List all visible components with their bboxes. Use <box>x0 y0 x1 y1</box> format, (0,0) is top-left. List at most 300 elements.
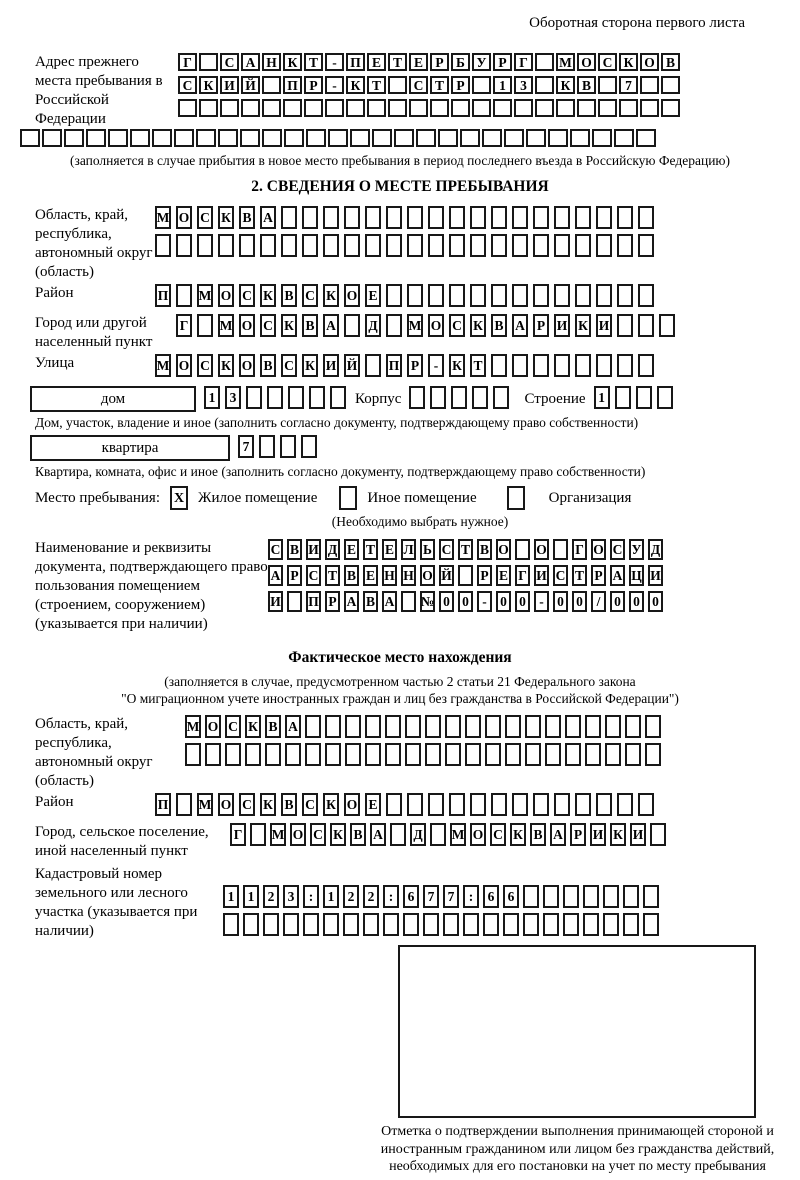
char-box-empty[interactable] <box>451 386 467 409</box>
char-box-empty[interactable] <box>152 129 172 147</box>
char-box-filled[interactable]: - <box>477 591 492 612</box>
char-box-empty[interactable] <box>460 129 480 147</box>
char-box-filled[interactable]: Л <box>401 539 416 560</box>
char-box-filled[interactable]: К <box>323 284 339 307</box>
char-box-filled[interactable]: : <box>303 885 319 908</box>
char-box-filled[interactable]: М <box>185 715 201 738</box>
char-box-filled[interactable]: П <box>155 284 171 307</box>
char-box-empty[interactable] <box>543 885 559 908</box>
char-box-empty[interactable] <box>657 386 673 409</box>
char-box-empty[interactable] <box>543 913 559 936</box>
char-box-empty[interactable] <box>515 539 530 560</box>
char-box-empty[interactable] <box>617 206 633 229</box>
char-box-filled[interactable]: : <box>383 885 399 908</box>
char-box-empty[interactable] <box>491 206 507 229</box>
char-box-filled[interactable]: М <box>197 793 213 816</box>
char-box-empty[interactable] <box>245 743 261 766</box>
char-box-filled[interactable]: О <box>205 715 221 738</box>
char-box-empty[interactable] <box>458 565 473 586</box>
char-box-filled[interactable]: П <box>346 53 365 71</box>
char-box-filled[interactable]: М <box>407 314 423 337</box>
stay-type-checkbox-organization[interactable] <box>507 486 525 510</box>
char-box-filled[interactable]: О <box>290 823 306 846</box>
char-box-filled[interactable]: Е <box>409 53 428 71</box>
char-box-filled[interactable]: Т <box>363 539 378 560</box>
char-box-empty[interactable] <box>638 354 654 377</box>
char-box-empty[interactable] <box>405 715 421 738</box>
char-box-filled[interactable]: К <box>556 76 575 94</box>
char-box-empty[interactable] <box>365 206 381 229</box>
char-box-filled[interactable]: Е <box>496 565 511 586</box>
char-box-empty[interactable] <box>525 743 541 766</box>
char-box-empty[interactable] <box>449 793 465 816</box>
char-box-filled[interactable]: И <box>590 823 606 846</box>
char-box-empty[interactable] <box>281 206 297 229</box>
char-box-filled[interactable]: 2 <box>343 885 359 908</box>
char-box-empty[interactable] <box>619 99 638 117</box>
char-box-filled[interactable]: А <box>241 53 260 71</box>
char-box-empty[interactable] <box>617 284 633 307</box>
char-box-filled[interactable]: К <box>302 354 318 377</box>
char-box-filled[interactable]: Т <box>388 53 407 71</box>
char-box-empty[interactable] <box>185 743 201 766</box>
char-box-filled[interactable]: 0 <box>610 591 625 612</box>
char-box-empty[interactable] <box>64 129 84 147</box>
char-box-empty[interactable] <box>585 715 601 738</box>
char-box-empty[interactable] <box>514 99 533 117</box>
char-box-empty[interactable] <box>86 129 106 147</box>
char-box-empty[interactable] <box>523 885 539 908</box>
char-box-empty[interactable] <box>305 715 321 738</box>
char-box-empty[interactable] <box>283 913 299 936</box>
char-box-filled[interactable]: Р <box>493 53 512 71</box>
char-box-filled[interactable]: У <box>472 53 491 71</box>
char-box-empty[interactable] <box>196 129 216 147</box>
char-box-empty[interactable] <box>260 234 276 257</box>
char-box-empty[interactable] <box>505 715 521 738</box>
char-box-empty[interactable] <box>425 715 441 738</box>
char-box-filled[interactable]: К <box>619 53 638 71</box>
char-box-empty[interactable] <box>596 354 612 377</box>
char-box-filled[interactable]: О <box>470 823 486 846</box>
char-box-filled[interactable]: С <box>306 565 321 586</box>
char-box-empty[interactable] <box>575 354 591 377</box>
char-box-empty[interactable] <box>365 354 381 377</box>
char-box-filled[interactable]: П <box>306 591 321 612</box>
char-box-empty[interactable] <box>176 234 192 257</box>
char-box-empty[interactable] <box>438 129 458 147</box>
char-box-filled[interactable]: К <box>218 206 234 229</box>
char-box-empty[interactable] <box>197 314 213 337</box>
char-box-empty[interactable] <box>265 743 281 766</box>
char-box-empty[interactable] <box>430 386 446 409</box>
char-box-filled[interactable]: С <box>490 823 506 846</box>
char-box-filled[interactable]: В <box>239 206 255 229</box>
char-box-filled[interactable]: И <box>306 539 321 560</box>
char-box-filled[interactable]: Е <box>363 565 378 586</box>
char-box-filled[interactable]: 6 <box>503 885 519 908</box>
char-box-filled[interactable]: В <box>477 539 492 560</box>
char-box-filled[interactable]: Т <box>367 76 386 94</box>
char-box-empty[interactable] <box>556 99 575 117</box>
char-box-filled[interactable]: Р <box>304 76 323 94</box>
char-box-empty[interactable] <box>425 743 441 766</box>
char-box-empty[interactable] <box>491 793 507 816</box>
char-box-empty[interactable] <box>281 234 297 257</box>
char-box-filled[interactable]: В <box>661 53 680 71</box>
char-box-filled[interactable]: Д <box>325 539 340 560</box>
char-box-filled[interactable]: 2 <box>363 885 379 908</box>
char-box-empty[interactable] <box>386 206 402 229</box>
char-box-filled[interactable]: О <box>428 314 444 337</box>
char-box-empty[interactable] <box>493 99 512 117</box>
char-box-empty[interactable] <box>577 99 596 117</box>
char-box-filled[interactable]: И <box>220 76 239 94</box>
char-box-empty[interactable] <box>451 99 470 117</box>
char-box-filled[interactable]: Й <box>241 76 260 94</box>
char-box-filled[interactable]: 0 <box>553 591 568 612</box>
char-box-empty[interactable] <box>401 591 416 612</box>
char-box-filled[interactable]: О <box>344 284 360 307</box>
char-box-filled[interactable]: Т <box>572 565 587 586</box>
char-box-empty[interactable] <box>409 386 425 409</box>
char-box-filled[interactable]: А <box>260 206 276 229</box>
char-box-filled[interactable]: В <box>363 591 378 612</box>
char-box-empty[interactable] <box>403 913 419 936</box>
char-box-empty[interactable] <box>287 591 302 612</box>
char-box-filled[interactable]: Е <box>344 539 359 560</box>
char-box-empty[interactable] <box>304 99 323 117</box>
char-box-filled[interactable]: 1 <box>493 76 512 94</box>
char-box-empty[interactable] <box>575 793 591 816</box>
char-box-empty[interactable] <box>491 354 507 377</box>
char-box-filled[interactable]: Б <box>451 53 470 71</box>
char-box-empty[interactable] <box>416 129 436 147</box>
char-box-filled[interactable]: В <box>281 793 297 816</box>
char-box-empty[interactable] <box>661 76 680 94</box>
char-box-filled[interactable]: Т <box>430 76 449 94</box>
char-box-empty[interactable] <box>596 206 612 229</box>
char-box-empty[interactable] <box>176 793 192 816</box>
apartment-named-box[interactable]: квартира <box>30 435 230 461</box>
char-box-empty[interactable] <box>491 234 507 257</box>
char-box-filled[interactable]: В <box>344 565 359 586</box>
char-box-empty[interactable] <box>659 314 675 337</box>
char-box-empty[interactable] <box>640 99 659 117</box>
char-box-filled[interactable]: № <box>420 591 435 612</box>
char-box-empty[interactable] <box>623 913 639 936</box>
char-box-filled[interactable]: Н <box>382 565 397 586</box>
char-box-empty[interactable] <box>470 206 486 229</box>
char-box-empty[interactable] <box>523 913 539 936</box>
char-box-empty[interactable] <box>174 129 194 147</box>
char-box-filled[interactable]: Г <box>514 53 533 71</box>
char-box-filled[interactable]: В <box>281 284 297 307</box>
char-box-empty[interactable] <box>661 99 680 117</box>
char-box-filled[interactable]: 1 <box>594 386 610 409</box>
char-box-filled[interactable]: В <box>577 76 596 94</box>
char-box-filled[interactable]: А <box>382 591 397 612</box>
char-box-filled[interactable]: С <box>281 354 297 377</box>
char-box-empty[interactable] <box>407 284 423 307</box>
char-box-filled[interactable]: - <box>325 76 344 94</box>
char-box-empty[interactable] <box>302 206 318 229</box>
char-box-empty[interactable] <box>365 743 381 766</box>
char-box-filled[interactable]: К <box>470 314 486 337</box>
char-box-filled[interactable]: Р <box>407 354 423 377</box>
char-box-empty[interactable] <box>250 823 266 846</box>
char-box-filled[interactable]: А <box>550 823 566 846</box>
char-box-filled[interactable]: О <box>577 53 596 71</box>
char-box-empty[interactable] <box>570 129 590 147</box>
char-box-empty[interactable] <box>263 913 279 936</box>
char-box-filled[interactable]: 1 <box>243 885 259 908</box>
char-box-empty[interactable] <box>533 206 549 229</box>
char-box-filled[interactable]: 0 <box>439 591 454 612</box>
stay-type-checkbox-other[interactable] <box>339 486 357 510</box>
char-box-empty[interactable] <box>638 284 654 307</box>
char-box-empty[interactable] <box>449 284 465 307</box>
char-box-empty[interactable] <box>386 793 402 816</box>
char-box-filled[interactable]: Р <box>451 76 470 94</box>
char-box-empty[interactable] <box>178 99 197 117</box>
char-box-empty[interactable] <box>388 99 407 117</box>
char-box-empty[interactable] <box>218 234 234 257</box>
char-box-empty[interactable] <box>512 793 528 816</box>
char-box-empty[interactable] <box>328 129 348 147</box>
char-box-empty[interactable] <box>504 129 524 147</box>
char-box-filled[interactable]: Р <box>430 53 449 71</box>
char-box-empty[interactable] <box>383 913 399 936</box>
char-box-empty[interactable] <box>512 206 528 229</box>
char-box-empty[interactable] <box>512 354 528 377</box>
char-box-filled[interactable]: 0 <box>496 591 511 612</box>
char-box-filled[interactable]: И <box>534 565 549 586</box>
char-box-empty[interactable] <box>638 234 654 257</box>
char-box-empty[interactable] <box>386 314 402 337</box>
char-box-filled[interactable]: 3 <box>283 885 299 908</box>
char-box-empty[interactable] <box>449 234 465 257</box>
char-box-empty[interactable] <box>197 234 213 257</box>
char-box-filled[interactable]: 7 <box>443 885 459 908</box>
char-box-filled[interactable]: П <box>386 354 402 377</box>
char-box-empty[interactable] <box>223 913 239 936</box>
char-box-filled[interactable]: Е <box>365 793 381 816</box>
char-box-empty[interactable] <box>472 99 491 117</box>
char-box-filled[interactable]: 1 <box>223 885 239 908</box>
char-box-empty[interactable] <box>390 823 406 846</box>
char-box-filled[interactable]: С <box>610 539 625 560</box>
char-box-empty[interactable] <box>301 435 317 458</box>
char-box-filled[interactable]: С <box>439 539 454 560</box>
char-box-filled[interactable]: Д <box>648 539 663 560</box>
char-box-empty[interactable] <box>583 885 599 908</box>
char-box-empty[interactable] <box>262 76 281 94</box>
char-box-empty[interactable] <box>596 234 612 257</box>
char-box-filled[interactable]: : <box>463 885 479 908</box>
char-box-filled[interactable]: С <box>239 284 255 307</box>
char-box-filled[interactable]: Р <box>591 565 606 586</box>
char-box-empty[interactable] <box>309 386 325 409</box>
char-box-filled[interactable]: С <box>197 354 213 377</box>
char-box-empty[interactable] <box>470 234 486 257</box>
char-box-empty[interactable] <box>445 715 461 738</box>
char-box-empty[interactable] <box>614 129 634 147</box>
char-box-empty[interactable] <box>218 129 238 147</box>
char-box-empty[interactable] <box>554 793 570 816</box>
char-box-empty[interactable] <box>428 206 444 229</box>
char-box-filled[interactable]: Т <box>458 539 473 560</box>
char-box-filled[interactable]: О <box>218 793 234 816</box>
char-box-filled[interactable]: О <box>239 354 255 377</box>
char-box-empty[interactable] <box>548 129 568 147</box>
char-box-filled[interactable]: 0 <box>572 591 587 612</box>
char-box-empty[interactable] <box>483 913 499 936</box>
char-box-filled[interactable]: И <box>554 314 570 337</box>
char-box-empty[interactable] <box>199 99 218 117</box>
char-box-empty[interactable] <box>617 354 633 377</box>
char-box-empty[interactable] <box>323 206 339 229</box>
char-box-filled[interactable]: А <box>610 565 625 586</box>
char-box-empty[interactable] <box>365 234 381 257</box>
char-box-filled[interactable]: С <box>220 53 239 71</box>
char-box-empty[interactable] <box>491 284 507 307</box>
char-box-empty[interactable] <box>365 715 381 738</box>
char-box-empty[interactable] <box>344 206 360 229</box>
char-box-filled[interactable]: Н <box>262 53 281 71</box>
char-box-filled[interactable]: М <box>556 53 575 71</box>
char-box-filled[interactable]: П <box>155 793 171 816</box>
char-box-empty[interactable] <box>407 206 423 229</box>
char-box-empty[interactable] <box>246 386 262 409</box>
char-box-empty[interactable] <box>394 129 414 147</box>
char-box-filled[interactable]: В <box>350 823 366 846</box>
char-box-empty[interactable] <box>485 715 501 738</box>
char-box-filled[interactable]: 3 <box>514 76 533 94</box>
char-box-empty[interactable] <box>220 99 239 117</box>
char-box-empty[interactable] <box>262 99 281 117</box>
char-box-filled[interactable]: - <box>534 591 549 612</box>
char-box-filled[interactable]: С <box>197 206 213 229</box>
char-box-empty[interactable] <box>288 386 304 409</box>
char-box-filled[interactable]: А <box>323 314 339 337</box>
char-box-empty[interactable] <box>575 206 591 229</box>
char-box-empty[interactable] <box>428 793 444 816</box>
char-box-empty[interactable] <box>325 715 341 738</box>
char-box-empty[interactable] <box>545 715 561 738</box>
char-box-filled[interactable]: К <box>323 793 339 816</box>
char-box-empty[interactable] <box>259 435 275 458</box>
char-box-filled[interactable]: 1 <box>323 885 339 908</box>
char-box-empty[interactable] <box>225 743 241 766</box>
char-box-empty[interactable] <box>470 793 486 816</box>
char-box-empty[interactable] <box>585 743 601 766</box>
char-box-filled[interactable]: О <box>239 314 255 337</box>
char-box-empty[interactable] <box>280 435 296 458</box>
char-box-empty[interactable] <box>638 206 654 229</box>
char-box-empty[interactable] <box>625 715 641 738</box>
char-box-empty[interactable] <box>302 234 318 257</box>
char-box-filled[interactable]: С <box>302 793 318 816</box>
char-box-filled[interactable]: Г <box>515 565 530 586</box>
char-box-empty[interactable] <box>283 99 302 117</box>
char-box-empty[interactable] <box>598 76 617 94</box>
char-box-empty[interactable] <box>428 284 444 307</box>
char-box-filled[interactable]: К <box>575 314 591 337</box>
char-box-filled[interactable]: О <box>218 284 234 307</box>
char-box-filled[interactable]: А <box>344 591 359 612</box>
char-box-empty[interactable] <box>363 913 379 936</box>
char-box-filled[interactable]: 0 <box>629 591 644 612</box>
char-box-empty[interactable] <box>625 743 641 766</box>
char-box-filled[interactable]: К <box>218 354 234 377</box>
char-box-filled[interactable]: А <box>285 715 301 738</box>
char-box-filled[interactable]: К <box>330 823 346 846</box>
char-box-empty[interactable] <box>575 284 591 307</box>
char-box-filled[interactable]: 6 <box>403 885 419 908</box>
char-box-empty[interactable] <box>493 386 509 409</box>
char-box-empty[interactable] <box>533 354 549 377</box>
char-box-empty[interactable] <box>284 129 304 147</box>
char-box-empty[interactable] <box>449 206 465 229</box>
char-box-empty[interactable] <box>325 99 344 117</box>
char-box-empty[interactable] <box>645 743 661 766</box>
char-box-filled[interactable]: 2 <box>263 885 279 908</box>
char-box-filled[interactable]: М <box>450 823 466 846</box>
char-box-empty[interactable] <box>640 76 659 94</box>
char-box-empty[interactable] <box>643 885 659 908</box>
char-box-filled[interactable]: С <box>553 565 568 586</box>
char-box-empty[interactable] <box>482 129 502 147</box>
char-box-filled[interactable]: В <box>302 314 318 337</box>
char-box-empty[interactable] <box>617 314 633 337</box>
char-box-filled[interactable]: С <box>260 314 276 337</box>
char-box-empty[interactable] <box>485 743 501 766</box>
char-box-empty[interactable] <box>598 99 617 117</box>
char-box-filled[interactable]: Р <box>570 823 586 846</box>
char-box-empty[interactable] <box>575 234 591 257</box>
char-box-filled[interactable]: У <box>629 539 644 560</box>
char-box-filled[interactable]: Г <box>572 539 587 560</box>
char-box-filled[interactable]: А <box>370 823 386 846</box>
char-box-filled[interactable]: Й <box>344 354 360 377</box>
char-box-empty[interactable] <box>405 743 421 766</box>
char-box-filled[interactable]: В <box>530 823 546 846</box>
char-box-empty[interactable] <box>445 743 461 766</box>
char-box-empty[interactable] <box>617 234 633 257</box>
char-box-filled[interactable]: В <box>491 314 507 337</box>
char-box-filled[interactable]: Й <box>439 565 454 586</box>
char-box-filled[interactable]: Д <box>410 823 426 846</box>
char-box-empty[interactable] <box>423 913 439 936</box>
char-box-filled[interactable]: М <box>155 206 171 229</box>
char-box-empty[interactable] <box>325 743 341 766</box>
char-box-filled[interactable]: К <box>245 715 261 738</box>
char-box-empty[interactable] <box>583 913 599 936</box>
char-box-filled[interactable]: Т <box>470 354 486 377</box>
char-box-empty[interactable] <box>503 913 519 936</box>
char-box-filled[interactable]: Т <box>304 53 323 71</box>
char-box-empty[interactable] <box>465 743 481 766</box>
char-box-empty[interactable] <box>645 715 661 738</box>
char-box-filled[interactable]: И <box>630 823 646 846</box>
char-box-filled[interactable]: К <box>449 354 465 377</box>
char-box-empty[interactable] <box>563 913 579 936</box>
char-box-empty[interactable] <box>303 913 319 936</box>
char-box-filled[interactable]: С <box>310 823 326 846</box>
char-box-empty[interactable] <box>512 234 528 257</box>
char-box-empty[interactable] <box>526 129 546 147</box>
